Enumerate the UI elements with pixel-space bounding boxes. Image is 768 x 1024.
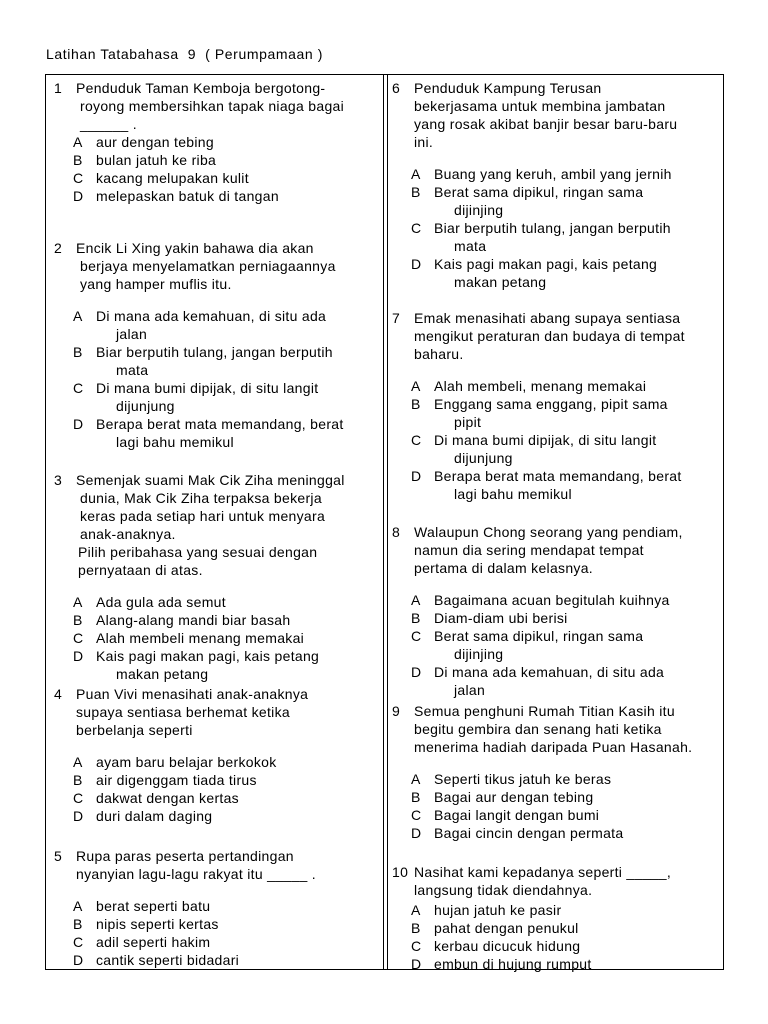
question-9 (392, 702, 717, 842)
answer-options (73, 133, 384, 205)
option-text: Kais pagi makan pagi, kais petang (96, 648, 320, 664)
option-letter: C (73, 170, 84, 186)
stem-line: menerima hadiah daripada Puan Hasanah. (414, 739, 693, 755)
option-text: Bagai langit dengan bumi (434, 807, 600, 823)
option-text: nipis seperti kertas (96, 916, 219, 932)
option-letter: A (411, 902, 421, 918)
option-letter: D (73, 808, 84, 824)
option-text: kerbau dicucuk hidung (434, 938, 581, 954)
option-text: Diam-diam ubi berisi (434, 610, 568, 626)
option-letter: B (73, 152, 83, 168)
option-a (54, 897, 384, 915)
question-stem (414, 523, 717, 577)
option-b (392, 609, 717, 627)
option-letter: C (411, 807, 422, 823)
option-b (392, 183, 717, 219)
option-text: mata (454, 238, 487, 254)
question-10 (392, 863, 717, 973)
option-text: pahat dengan penukul (434, 920, 579, 936)
option-text: dakwat dengan kertas (96, 790, 239, 806)
option-text: Buang yang keruh, ambil yang jernih (434, 166, 672, 182)
option-c (54, 169, 384, 187)
option-b (54, 611, 384, 629)
option-letter: D (411, 256, 422, 272)
stem-line: ini. (414, 134, 434, 150)
option-d (392, 663, 717, 699)
question-number: 4 (54, 686, 63, 702)
question-number: 6 (392, 80, 401, 96)
option-text: Biar berputih tulang, jangan berputih (434, 220, 671, 236)
option-c (54, 789, 384, 807)
stem-line: Walaupun Chong seorang yang pendiam, (414, 524, 683, 540)
answer-options (73, 307, 384, 451)
option-text: lagi bahu memikul (116, 434, 234, 450)
option-letter: C (73, 630, 84, 646)
option-a (392, 901, 717, 919)
option-d (54, 415, 384, 451)
option-letter: B (73, 612, 83, 628)
stem-line: berbelanja seperti (76, 722, 193, 738)
answer-options (411, 165, 717, 291)
option-letter: D (73, 648, 84, 664)
stem-line: begitu gembira dan senang hati ketika (414, 721, 662, 737)
option-letter: D (411, 468, 422, 484)
option-text: Berat sama dipikul, ringan sama (434, 184, 644, 200)
stem-line: Penduduk Kampung Terusan (414, 80, 602, 96)
option-text: duri dalam daging (96, 808, 213, 824)
option-c (392, 806, 717, 824)
option-c (392, 937, 717, 955)
option-d (392, 467, 717, 503)
option-text: Alang-alang mandi biar basah (96, 612, 291, 628)
option-a (54, 133, 384, 151)
stem-line: langsung tidak diendahnya. (414, 882, 593, 898)
question-number: 9 (392, 703, 401, 719)
option-letter: C (411, 628, 422, 644)
option-letter: A (73, 898, 83, 914)
question-4 (54, 685, 384, 825)
option-letter: C (411, 432, 422, 448)
option-text: aur dengan tebing (96, 134, 214, 150)
stem-line: baharu. (414, 346, 464, 362)
question-number: 10 (392, 864, 409, 880)
option-c (392, 219, 717, 255)
stem-line: anak-anaknya. (80, 526, 176, 542)
option-letter: A (411, 378, 421, 394)
option-text: jalan (454, 682, 486, 698)
option-letter: D (73, 188, 84, 204)
stem-line: Penduduk Taman Kemboja bergotong- (76, 80, 326, 96)
stem-line: mengikut peraturan dan budaya di tempat (414, 328, 685, 344)
stem-line: keras pada setiap hari untuk menyara (80, 508, 326, 524)
stem-line: ______ . (80, 116, 137, 132)
stem-line: yang rosak akibat banjir besar baru-baru (414, 116, 678, 132)
option-a (54, 593, 384, 611)
option-letter: C (73, 790, 84, 806)
stem-line: bekerjasama untuk membina jambatan (414, 98, 666, 114)
stem-line: pertama di dalam kelasnya. (414, 560, 593, 576)
option-text: embun di hujung rumput (434, 956, 592, 972)
option-letter: B (73, 916, 83, 932)
stem-line: dunia, Mak Cik Ziha terpaksa bekerja (80, 490, 322, 506)
option-text: dijunjung (116, 398, 175, 414)
stem-line: royong membersihkan tapak niaga bagai (80, 98, 345, 114)
stem-line: Encik Li Xing yakin bahawa dia akan (76, 240, 314, 256)
stem-line: namun dia sering mendapat tempat (414, 542, 644, 558)
option-letter: A (73, 134, 83, 150)
option-b (54, 343, 384, 379)
answer-options (411, 377, 717, 503)
option-letter: A (411, 771, 421, 787)
option-letter: C (411, 220, 422, 236)
option-b (54, 915, 384, 933)
option-text: cantik seperti bidadari (96, 952, 240, 968)
option-text: makan petang (454, 274, 547, 290)
option-a (392, 591, 717, 609)
option-letter: B (73, 772, 83, 788)
option-letter: D (73, 952, 84, 968)
question-number: 2 (54, 240, 63, 256)
question-stem (414, 309, 717, 363)
answer-options (411, 591, 717, 699)
option-text: mata (116, 362, 149, 378)
stem-line: Semua penghuni Rumah Titian Kasih itu (414, 703, 675, 719)
question-7 (392, 309, 717, 503)
stem-line: Semenjak suami Mak Cik Ziha meninggal (76, 472, 345, 488)
option-text: Biar berputih tulang, jangan berputih (96, 344, 333, 360)
question-2 (54, 239, 384, 451)
option-c (392, 431, 717, 467)
stem-line: Emak menasihati abang supaya sentiasa (414, 310, 681, 326)
option-letter: D (411, 956, 422, 972)
option-letter: C (73, 380, 84, 396)
option-c (54, 629, 384, 647)
stem-line: yang hamper muflis itu. (80, 276, 232, 292)
option-text: Di mana ada kemahuan, di situ ada (96, 308, 327, 324)
option-text: Enggang sama enggang, pipit sama (434, 396, 668, 412)
option-letter: B (411, 396, 421, 412)
question-table (45, 74, 724, 970)
option-d (54, 951, 384, 969)
option-a (54, 753, 384, 771)
option-text: kacang melupakan kulit (96, 170, 249, 186)
stem-line: Puan Vivi menasihati anak-anaknya (76, 686, 309, 702)
stem-line: Rupa paras peserta pertandingan (76, 848, 294, 864)
option-letter: D (411, 825, 422, 841)
question-stem (76, 471, 384, 579)
option-letter: D (73, 416, 84, 432)
question-5 (54, 847, 384, 969)
option-b (392, 395, 717, 431)
question-stem (414, 863, 717, 899)
option-text: Di mana bumi dipijak, di situ langit (96, 380, 319, 396)
option-letter: A (411, 166, 421, 182)
option-letter: A (73, 594, 83, 610)
question-8 (392, 523, 717, 699)
question-number: 5 (54, 848, 63, 864)
question-number: 8 (392, 524, 401, 540)
question-number: 7 (392, 310, 401, 326)
question-stem (76, 239, 384, 293)
option-text: makan petang (116, 666, 209, 682)
option-text: adil seperti hakim (96, 934, 211, 950)
stem-line: supaya sentiasa berhemat ketika (76, 704, 290, 720)
option-letter: A (73, 754, 83, 770)
option-text: Seperti tikus jatuh ke beras (434, 771, 612, 787)
option-text: Kais pagi makan pagi, kais petang (434, 256, 658, 272)
option-text: Di mana bumi dipijak, di situ langit (434, 432, 657, 448)
option-letter: B (73, 344, 83, 360)
worksheet-title: Latihan Tatabahasa 9 ( Perumpamaan ) (46, 46, 324, 62)
option-b (392, 788, 717, 806)
option-c (54, 379, 384, 415)
option-text: jalan (116, 326, 148, 342)
question-1 (54, 79, 384, 205)
option-a (392, 770, 717, 788)
option-letter: B (411, 920, 421, 936)
answer-options (73, 593, 384, 683)
option-letter: B (411, 184, 421, 200)
option-c (392, 627, 717, 663)
question-number: 1 (54, 80, 63, 96)
question-stem (414, 79, 717, 151)
option-text: Berapa berat mata memandang, berat (434, 468, 682, 484)
option-text: dijinjing (454, 202, 504, 218)
answer-options (73, 753, 384, 825)
option-text: dijunjung (454, 450, 513, 466)
question-3 (54, 471, 384, 683)
option-c (54, 933, 384, 951)
answer-options (411, 901, 717, 973)
option-text: lagi bahu memikul (454, 486, 572, 502)
option-d (392, 955, 717, 973)
answer-options (73, 897, 384, 969)
option-b (392, 919, 717, 937)
stem-line: Pilih peribahasa yang sesuai dengan (78, 544, 318, 560)
option-d (54, 187, 384, 205)
option-text: Bagai cincin dengan permata (434, 825, 624, 841)
question-stem (414, 702, 717, 756)
question-6 (392, 79, 717, 291)
option-text: Alah membeli, menang memakai (434, 378, 647, 394)
option-d (392, 255, 717, 291)
stem-line: nyanyian lagu-lagu rakyat itu _____ . (76, 866, 316, 882)
answer-options (411, 770, 717, 842)
option-letter: A (73, 308, 83, 324)
option-text: Ada gula ada semut (96, 594, 226, 610)
option-text: Berat sama dipikul, ringan sama (434, 628, 644, 644)
question-stem (76, 685, 384, 739)
option-a (54, 307, 384, 343)
option-d (392, 824, 717, 842)
stem-line: Nasihat kami kepadanya seperti _____, (414, 864, 672, 880)
option-text: Bagaimana acuan begitulah kuihnya (434, 592, 670, 608)
option-text: hujan jatuh ke pasir (434, 902, 562, 918)
option-letter: C (73, 934, 84, 950)
option-d (54, 647, 384, 683)
stem-line: berjaya menyelamatkan perniagaannya (80, 258, 336, 274)
option-text: air digenggam tiada tirus (96, 772, 257, 788)
question-stem (76, 79, 384, 133)
option-text: Berapa berat mata memandang, berat (96, 416, 344, 432)
stem-line: pernyataan di atas. (78, 562, 203, 578)
option-text: Bagai aur dengan tebing (434, 789, 594, 805)
option-letter: A (411, 592, 421, 608)
option-text: Di mana ada kemahuan, di situ ada (434, 664, 665, 680)
option-letter: C (411, 938, 422, 954)
option-text: melepaskan batuk di tangan (96, 188, 279, 204)
question-stem (76, 847, 384, 883)
option-text: bulan jatuh ke riba (96, 152, 217, 168)
option-text: Alah membeli menang memakai (96, 630, 305, 646)
option-a (392, 165, 717, 183)
option-text: ayam baru belajar berkokok (96, 754, 277, 770)
option-b (54, 771, 384, 789)
option-letter: D (411, 664, 422, 680)
option-a (392, 377, 717, 395)
option-text: dijinjing (454, 646, 504, 662)
option-letter: B (411, 610, 421, 626)
option-letter: B (411, 789, 421, 805)
question-number: 3 (54, 472, 63, 488)
option-text: pipit (454, 414, 482, 430)
option-b (54, 151, 384, 169)
option-text: berat seperti batu (96, 898, 211, 914)
option-d (54, 807, 384, 825)
